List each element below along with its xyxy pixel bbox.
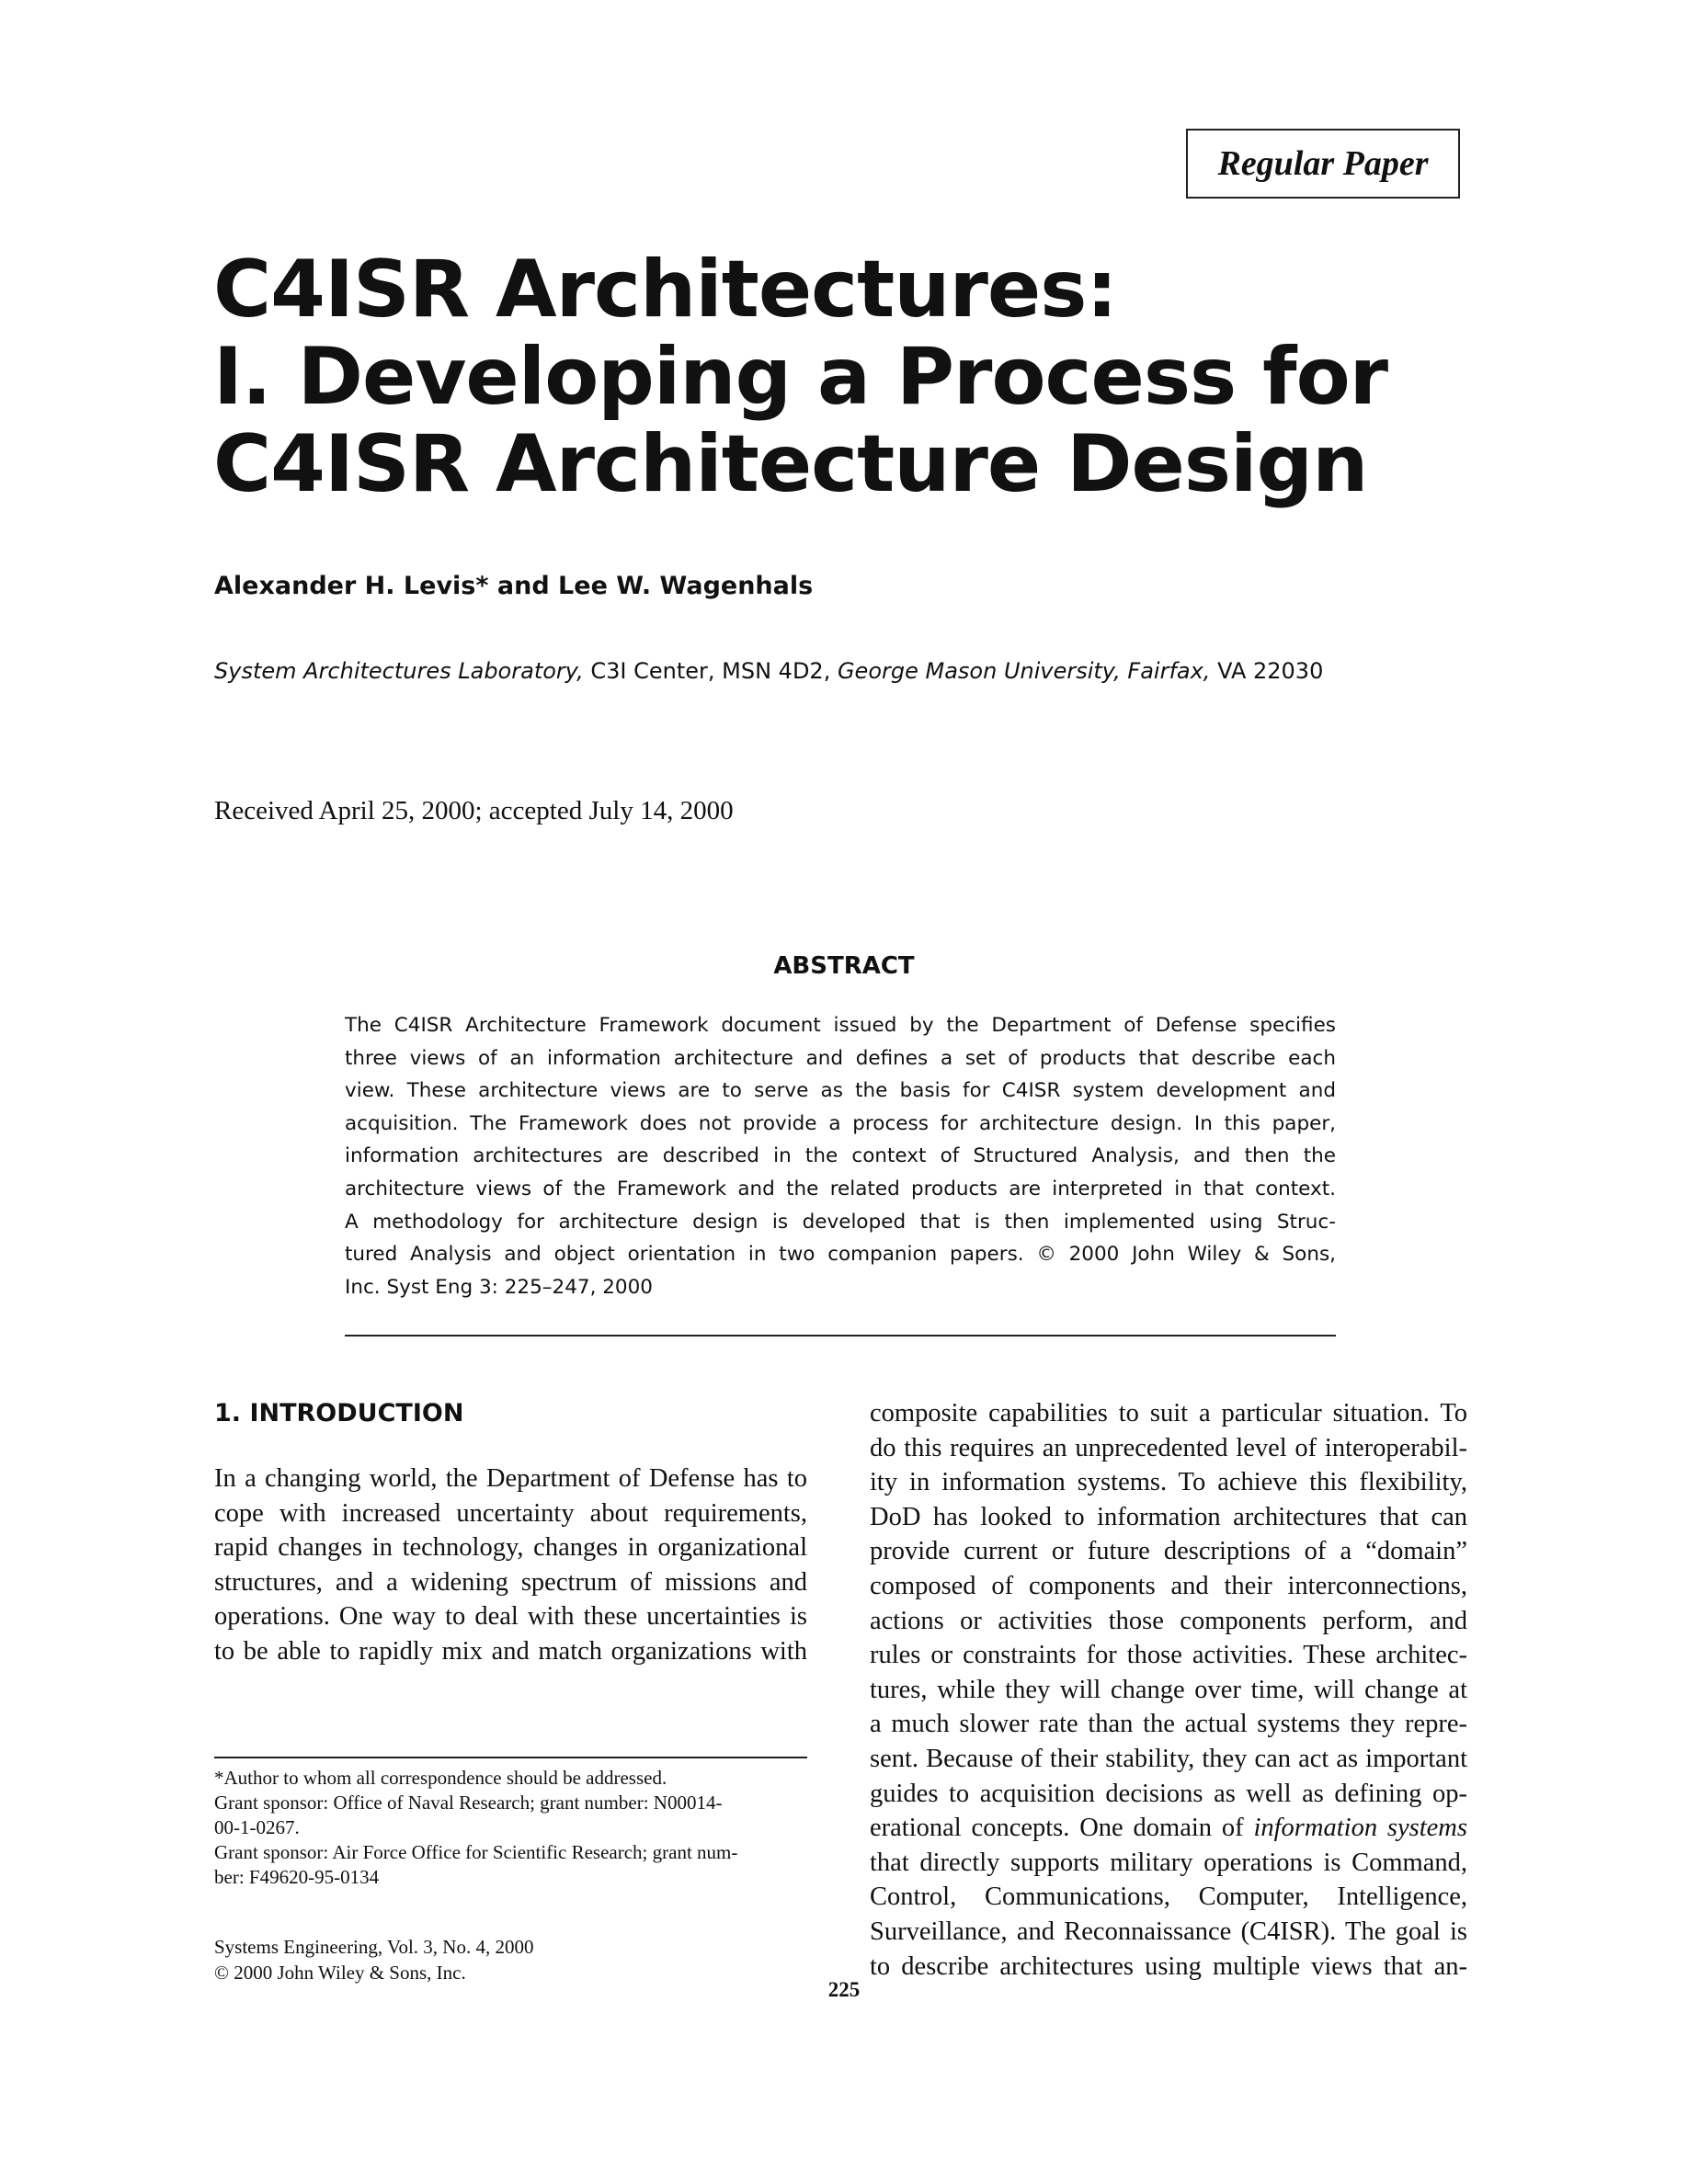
body-line: tures, while they will change over time, will change at xyxy=(870,1675,1467,1704)
abstract-line: three views of an information architecture and defines a set of products that describe each xyxy=(345,1046,1336,1070)
body-line: Surveillance, and Reconnaissance (C4ISR). The goal is xyxy=(870,1917,1467,1946)
body-line: cope with increased uncertainty about requirements, xyxy=(214,1498,807,1528)
footnote-line: 00-1-0267. xyxy=(214,1816,300,1838)
body-line: rapid changes in technology, changes in organizational xyxy=(214,1533,807,1563)
italic-term: information systems xyxy=(1253,1814,1467,1843)
affiliation-lab: System Architectures Laboratory, xyxy=(214,658,584,684)
body-line: DoD has looked to information architectures that can xyxy=(870,1502,1467,1531)
title-line-1: C4ISR Architectures: xyxy=(213,244,1117,336)
abstract-line: acquisition. The Framework does not provide a process for architecture design. In this paper, xyxy=(345,1111,1336,1135)
paper-title xyxy=(213,246,1500,508)
body-line: operations. One way to deal with these uncertainties is xyxy=(214,1602,807,1632)
body-line: to describe architectures using multiple views that an- xyxy=(870,1951,1467,1981)
body-line: to be able to rapidly mix and match organizations with xyxy=(214,1636,807,1666)
body-line: ity in information systems. To achieve this flexibility, xyxy=(870,1468,1467,1497)
body-line: that directly supports military operations is Command, xyxy=(870,1848,1467,1877)
footnote-line: *Author to whom all correspondence should be addressed. xyxy=(214,1767,667,1789)
affiliation-university: George Mason University, Fairfax, xyxy=(837,658,1211,684)
body-line: guides to acquisition decisions as well as defining op- xyxy=(870,1779,1467,1808)
abstract-line: architecture views of the Framework and the related products are interpreted in that context. xyxy=(345,1177,1336,1200)
footnote-divider xyxy=(214,1757,807,1758)
page-number: 225 xyxy=(827,1978,861,2001)
body-line: In a changing world, the Department of Defense has to xyxy=(214,1464,807,1493)
affiliation-center: C3I Center, MSN 4D2, xyxy=(583,658,838,684)
section-heading-introduction: 1. INTRODUCTION xyxy=(214,1399,464,1428)
title-line-2: I. Developing a Process for xyxy=(213,331,1388,423)
author-list: Alexander H. Levis* and Lee W. Wagenhals xyxy=(214,572,814,600)
body-line: actions or activities those components perform, and xyxy=(870,1606,1467,1635)
copyright-line: © 2000 John Wiley & Sons, Inc. xyxy=(214,1962,466,1984)
body-line: structures, and a widening spectrum of missions and xyxy=(214,1567,807,1597)
affiliation-zip: VA 22030 xyxy=(1210,658,1324,684)
body-line: Control, Communications, Computer, Intelligence, xyxy=(870,1883,1467,1912)
intro-right-column xyxy=(870,1396,1467,1984)
footnotes xyxy=(214,1766,807,1890)
abstract-line: A methodology for architecture design is developed that is then implemented using Struc- xyxy=(345,1210,1336,1234)
abstract-line: view. These architecture views are to serve as the basis for C4ISR system development and xyxy=(345,1079,1336,1103)
footnote-line: ber: F49620-95-0134 xyxy=(214,1866,380,1888)
body-line: rules or constraints for those activities. These architec- xyxy=(870,1641,1467,1670)
abstract-body xyxy=(345,1009,1336,1303)
body-line: do this requires an unprecedented level of interoperabil- xyxy=(870,1433,1467,1462)
body-line-text: erational concepts. One domain of xyxy=(870,1814,1254,1843)
title-line-3: C4ISR Architecture Design xyxy=(213,418,1368,510)
abstract-divider xyxy=(345,1335,1336,1337)
abstract-line: The C4ISR Architecture Framework document issued by the Department of Defense specifies xyxy=(345,1014,1336,1037)
abstract-line: tured Analysis and object orientation in two companion papers. © 2000 John Wiley & Sons, xyxy=(345,1243,1336,1267)
intro-left-column xyxy=(214,1462,807,1669)
received-dates: Received April 25, 2000; accepted July 14, 2000 xyxy=(214,796,734,825)
body-line: a much slower rate than the actual systems they repre- xyxy=(870,1710,1467,1739)
footnote-line: Grant sponsor: Office of Naval Research; grant number: N00014- xyxy=(214,1792,723,1814)
body-line-with-italic xyxy=(870,1811,1467,1846)
abstract-heading: ABSTRACT xyxy=(773,952,915,980)
abstract-line: Inc. Syst Eng 3: 225–247, 2000 xyxy=(345,1275,653,1299)
footnote-line: Grant sponsor: Air Force Office for Scientific Research; grant num- xyxy=(214,1841,738,1863)
author-affiliation xyxy=(214,658,1323,684)
body-line: composite capabilities to suit a particular situation. To xyxy=(870,1399,1467,1428)
journal-name-line: Systems Engineering, Vol. 3, No. 4, 2000 xyxy=(214,1936,534,1958)
abstract-line: information architectures are described in the context of Structured Analysis, and then the xyxy=(345,1144,1336,1168)
body-line: sent. Because of their stability, they can act as important xyxy=(870,1744,1467,1773)
body-line: composed of components and their interconnections, xyxy=(870,1571,1467,1600)
body-line: provide current or future descriptions of a “domain” xyxy=(870,1537,1467,1566)
paper-type-label: Regular Paper xyxy=(1186,129,1460,199)
